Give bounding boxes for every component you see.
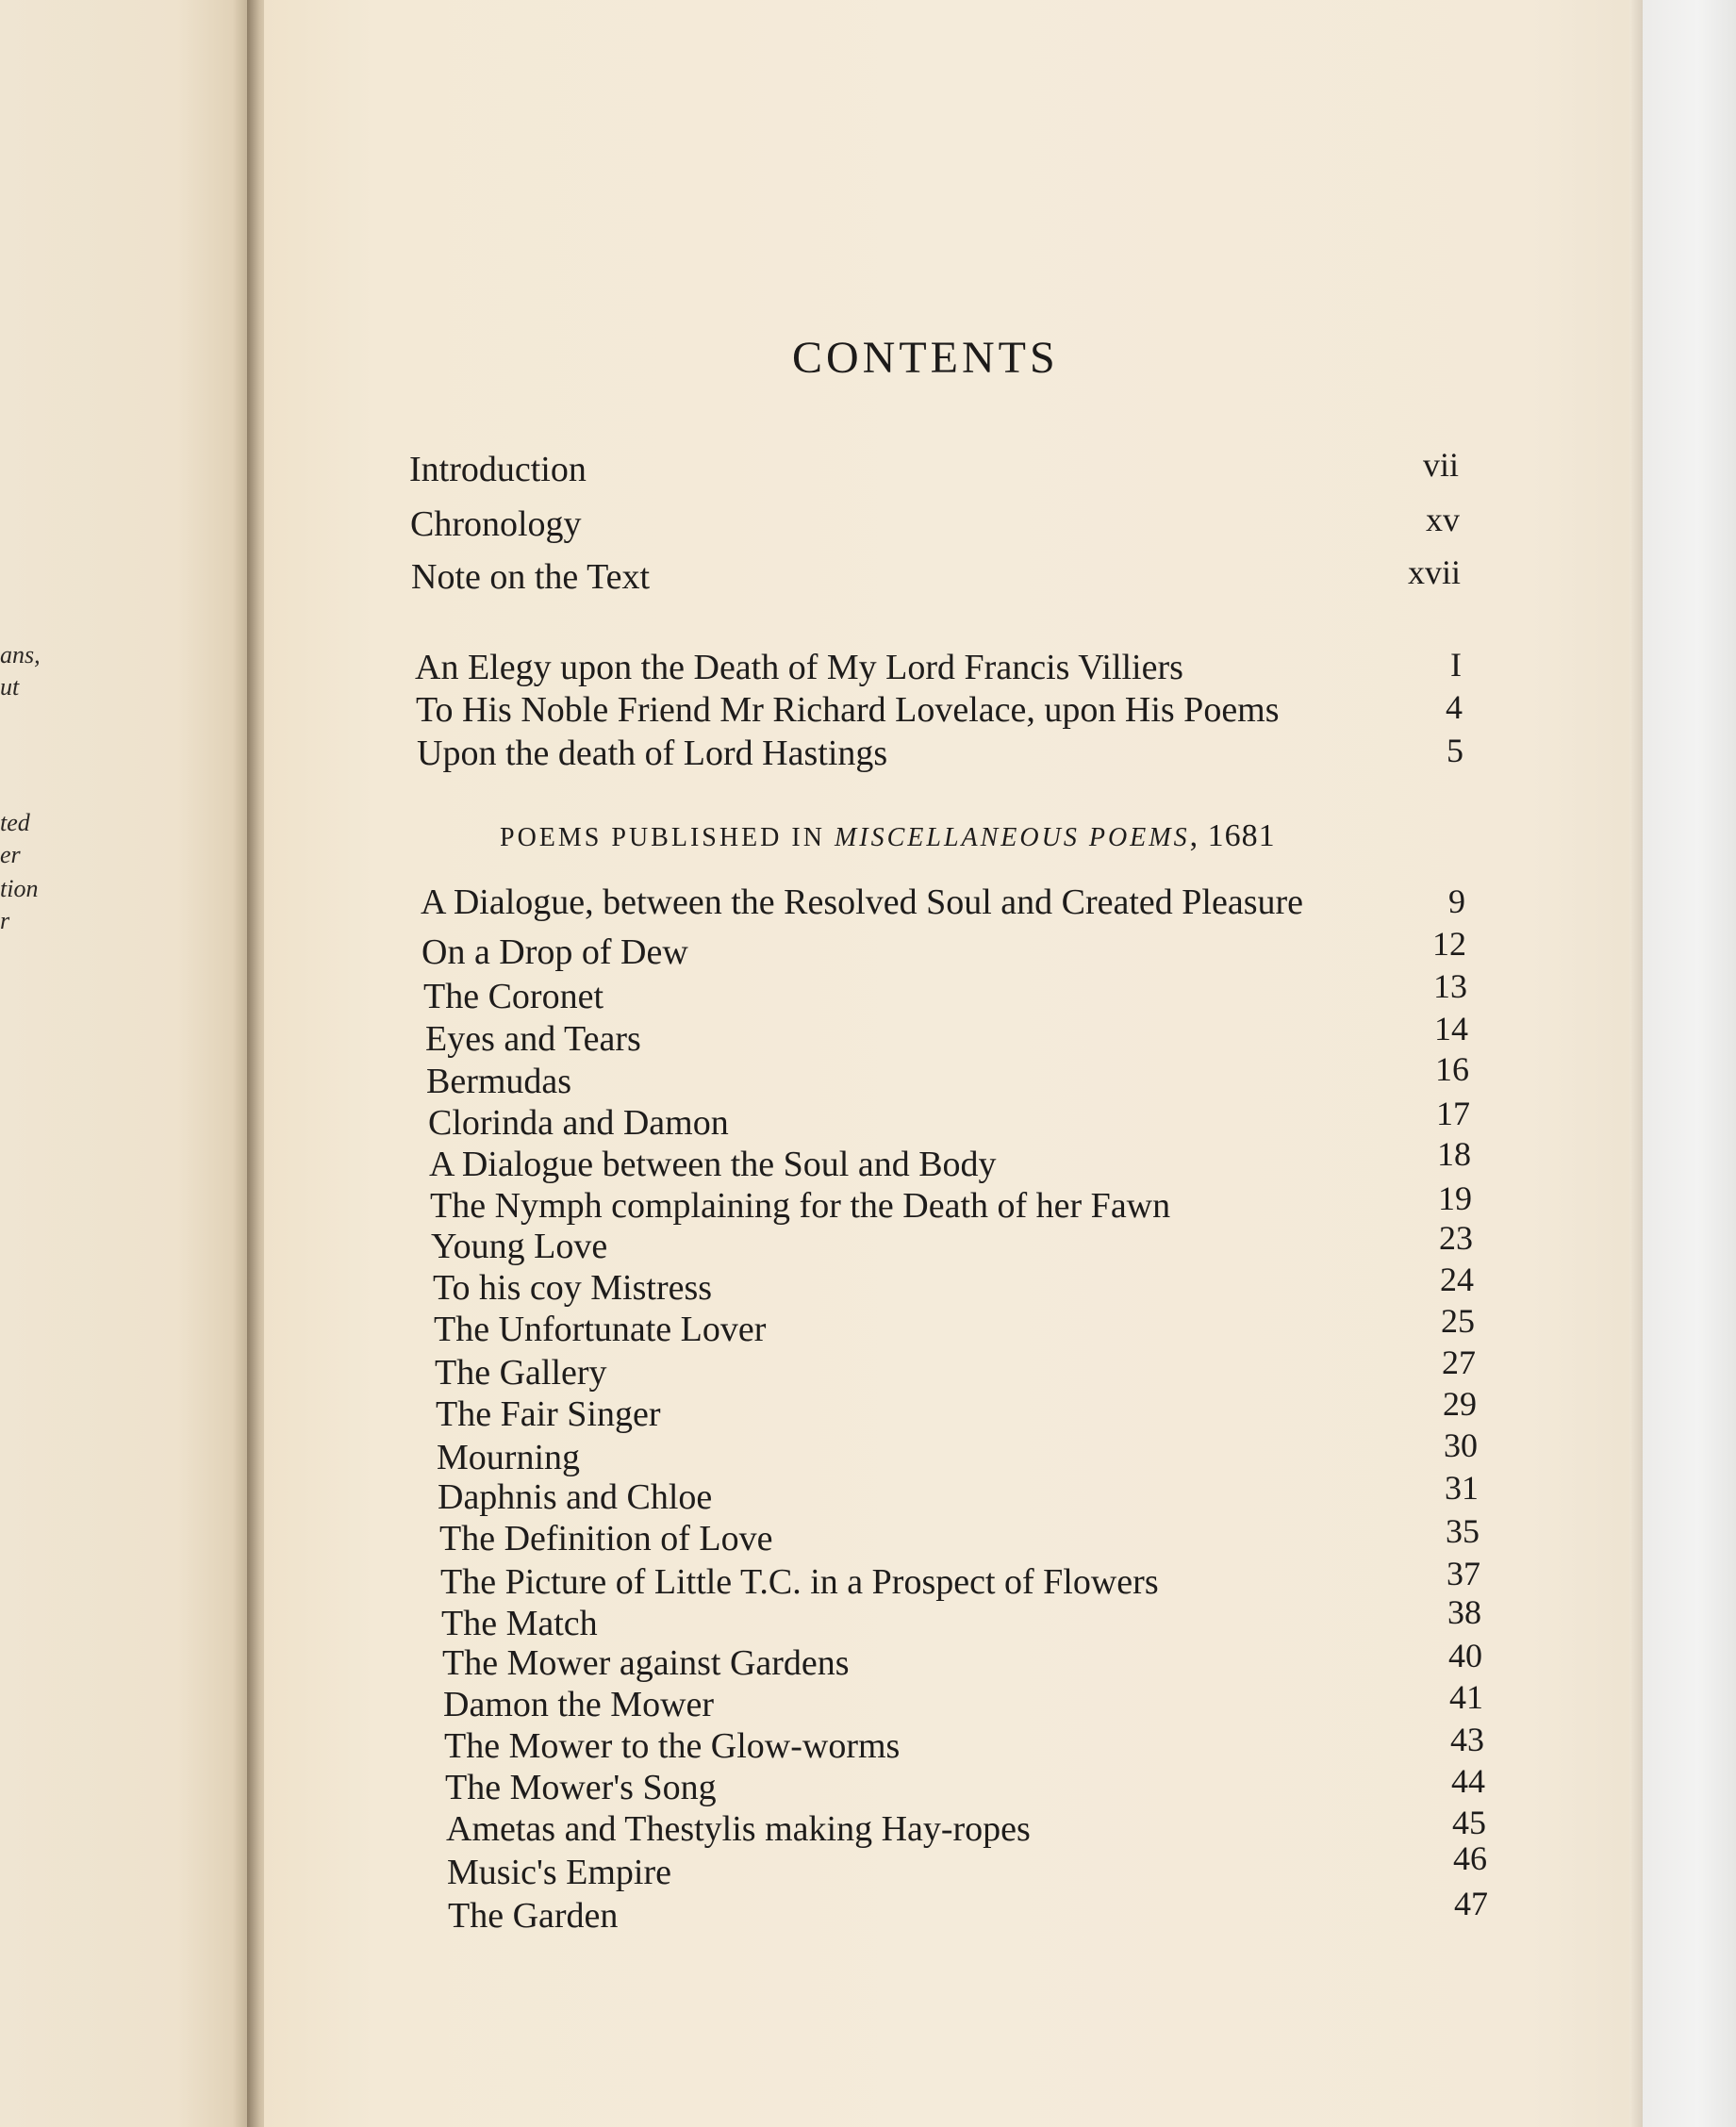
toc-entry-page: 4 [1446,688,1463,726]
section-heading [500,818,1276,854]
left-page-fragment: ut [0,673,20,701]
toc-entry-page: 12 [1432,925,1466,963]
toc-entry-page: 24 [1440,1261,1474,1298]
toc-entry-page: I [1450,646,1462,684]
toc-entry-page: 43 [1450,1721,1484,1758]
toc-entry-title: Clorinda and Damon [428,1103,729,1143]
toc-entry-page: 47 [1454,1885,1488,1922]
toc-entry-page: 30 [1444,1426,1478,1464]
toc-entry-title: Eyes and Tears [425,1019,641,1059]
toc-entry-title: An Elegy upon the Death of My Lord Francis Villiers [415,648,1183,687]
toc-entry-title: The Coronet [423,977,604,1016]
section-heading-prefix: POEMS PUBLISHED IN [500,823,835,852]
toc-entry-title: The Garden [448,1896,619,1936]
toc-entry-title: Damon the Mower [443,1685,715,1724]
toc-entry-page: 31 [1445,1469,1479,1507]
toc-entry-page: 23 [1439,1219,1473,1257]
toc-entry-page: xv [1426,501,1460,538]
page-edge [1629,0,1643,2127]
toc-entry-page: 13 [1433,967,1467,1005]
toc-entry-title: The Match [441,1604,598,1643]
toc-entry-page: 44 [1451,1762,1485,1800]
toc-entry-title: Bermudas [426,1062,572,1101]
section-heading-year: , 1681 [1189,818,1276,853]
table-background [1641,0,1736,2127]
toc-entry-title: The Nymph complaining for the Death of her Fawn [430,1186,1171,1226]
toc-entry-page: 5 [1447,732,1463,769]
toc-entry-title: Note on the Text [411,557,651,597]
left-page-fragment: tion [0,875,39,902]
section-heading-title: MISCELLANEOUS POEMS [834,823,1190,852]
toc-entry-title: The Mower to the Glow-worms [444,1726,901,1766]
toc-entry-title: Ametas and Thestylis making Hay-ropes [446,1809,1031,1849]
toc-entry-title: Introduction [409,450,587,489]
toc-entry-title: Mourning [437,1438,580,1477]
toc-entry-title: The Mower's Song [445,1768,717,1807]
toc-entry-page: 16 [1435,1050,1469,1088]
toc-entry-title: To his coy Mistress [433,1268,713,1308]
toc-entry-title: Daphnis and Chloe [438,1477,713,1517]
toc-entry-title: Music's Empire [447,1853,671,1892]
toc-entry-page: 14 [1434,1010,1468,1047]
toc-entry-page: 46 [1453,1839,1487,1877]
toc-entry-title: The Unfortunate Lover [434,1310,767,1349]
toc-entry-page: xvii [1407,553,1461,591]
toc-entry-page: 25 [1441,1302,1475,1340]
toc-entry-title: On a Drop of Dew [422,932,688,972]
toc-entry-page: 27 [1442,1344,1476,1381]
left-page [0,0,253,2127]
toc-entry-page: 29 [1443,1385,1477,1423]
toc-entry-title: Upon the death of Lord Hastings [417,734,888,773]
left-page-fragment: ans, [0,641,41,668]
toc-entry-page: 45 [1452,1804,1486,1841]
left-page-fragment: r [0,907,10,934]
toc-entry-title: The Definition of Love [439,1519,773,1558]
toc-entry-title: A Dialogue, between the Resolved Soul and Created Pleasure [421,882,1304,922]
toc-entry-page: 35 [1446,1512,1480,1550]
toc-entry-page: vii [1422,446,1459,484]
toc-entry-page: 9 [1448,882,1465,920]
toc-entry-page: 38 [1447,1593,1481,1631]
toc-entry-title: Chronology [410,504,582,544]
toc-entry-title: The Fair Singer [436,1394,661,1434]
toc-entry-page: 19 [1438,1179,1472,1217]
toc-entry-page: 40 [1448,1637,1482,1674]
toc-entry-title: To His Noble Friend Mr Richard Lovelace, upon His Poems [416,690,1280,730]
toc-entry-page: 17 [1436,1095,1470,1132]
left-page-fragment: er [0,841,21,868]
toc-entry-title: The Picture of Little T.C. in a Prospect of Flowers [440,1562,1159,1602]
toc-entry-title: A Dialogue between the Soul and Body [429,1145,997,1184]
toc-entry-page: 37 [1447,1555,1480,1592]
toc-entry-page: 41 [1449,1678,1483,1716]
toc-entry-title: The Mower against Gardens [442,1643,850,1683]
toc-entry-title: The Gallery [435,1353,607,1393]
toc-entry-title: Young Love [431,1227,608,1266]
toc-entry-page: 18 [1437,1135,1471,1173]
page-title: CONTENTS [792,333,1059,383]
left-page-fragment: ted [0,809,30,836]
